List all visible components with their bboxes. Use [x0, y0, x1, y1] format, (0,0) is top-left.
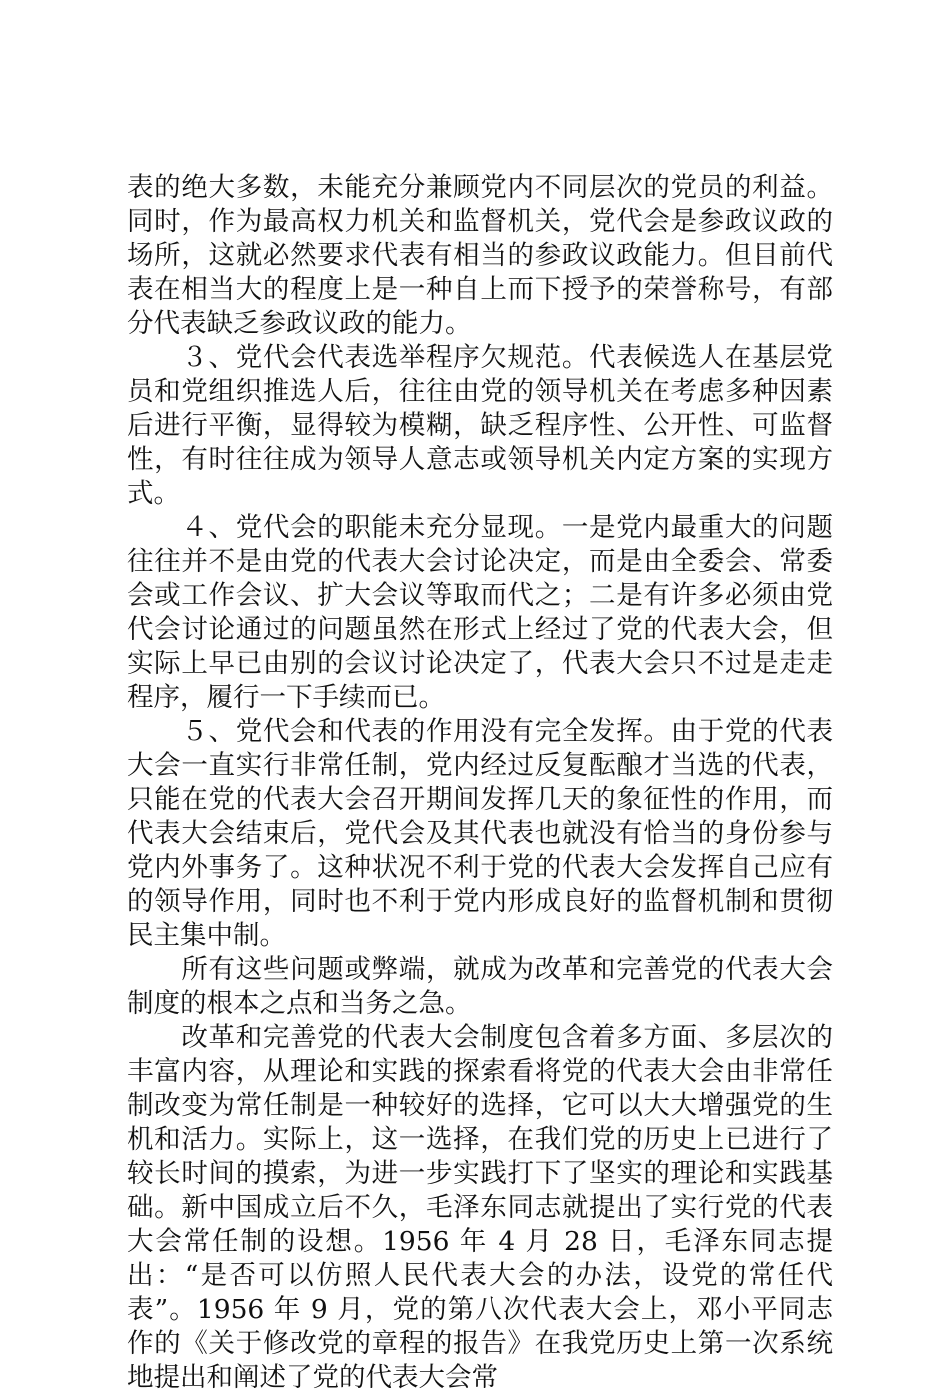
paragraph-item-3: ３、党代会代表选举程序欠规范。代表候选人在基层党员和党组织推选人后，往往由党的领导机关在考虑多种因素后进行平衡，显得较为模糊，缺乏程序性、公开性、可监督性，有时往往成为领导人意志或领导机关内定方案的实现方式。 [127, 342, 833, 509]
paragraph-item-4: ４、党代会的职能未充分显现。一是党内最重大的问题往往并不是由党的代表大会讨论决定，而是由全委会、常委会或工作会议、扩大会议等取而代之；二是有许多必须由党代会讨论通过的问题虽然在形式上经过了党的代表大会，但实际上早已由别的会议讨论决定了，代表大会只不过是走走程序，履行一下手续而已。 [127, 512, 833, 713]
body-text [127, 171, 833, 1395]
paragraph-reform: 改革和完善党的代表大会制度包含着多方面、多层次的丰富内容，从理论和实践的探索看将党的代表大会由非常任制改变为常任制是一种较好的选择，它可以大大增强党的生机和活力。实际上，这一选择，在我们党的历史上已进行了较长时间的摸索，为进一步实践打下了坚实的理论和实践基础。新中国成立后不久，毛泽东同志就提出了实行党的代表大会常任制的设想。1956 年 4 月 28 日，毛泽东同志提出：“是否可以仿照人民代表大会的办法，设党的常任代表”。1956 年 9 月，党的第八次代表大会上，邓小平同志作的《关于修改党的章程的报告》在我党历史上第一次系统地提出和阐述了党的代表大会常 [127, 1022, 833, 1393]
paragraph-continuation: 表的绝大多数，未能充分兼顾党内不同层次的党员的利益。同时，作为最高权力机关和监督机关，党代会是参政议政的场所，这就必然要求代表有相当的参政议政能力。但目前代表在相当大的程度上是一种自上而下授予的荣誉称号，有部分代表缺乏参政议政的能力。 [127, 172, 833, 339]
paragraph-summary: 所有这些问题或弊端，就成为改革和完善党的代表大会制度的根本之点和当务之急。 [127, 954, 833, 1019]
paragraph-item-5: ５、党代会和代表的作用没有完全发挥。由于党的代表大会一直实行非常任制，党内经过反复酝酿才当选的代表，只能在党的代表大会召开期间发挥几天的象征性的作用，而代表大会结束后，党代会及其代表也就没有恰当的身份参与党内外事务了。这种状况不利于党的代表大会发挥自己应有的领导作用，同时也不利于党内形成良好的监督机制和贯彻民主集中制。 [127, 716, 833, 951]
